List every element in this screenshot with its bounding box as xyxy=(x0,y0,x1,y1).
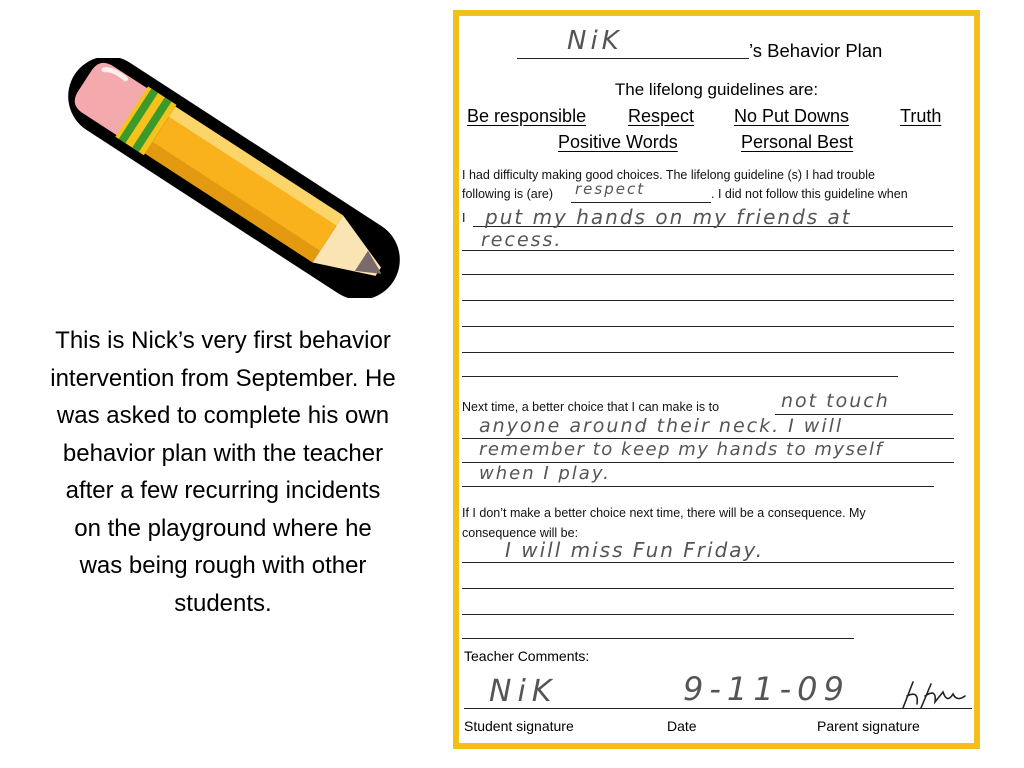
answer-line xyxy=(462,274,954,275)
guideline-answer-line xyxy=(571,202,711,203)
difficulty-text-line2-prefix: following is (are) xyxy=(462,187,554,201)
answer-line xyxy=(462,562,954,563)
name-line xyxy=(517,58,749,59)
handwritten-better-choice-line4: when I play. xyxy=(479,463,611,484)
handwritten-consequence: I will miss Fun Friday. xyxy=(505,538,765,562)
handwritten-incident-line1: put my hands on my friends at xyxy=(485,205,852,229)
handwritten-guideline: respect xyxy=(575,180,646,198)
answer-line xyxy=(462,300,954,301)
guideline-truth: Truth xyxy=(900,106,942,126)
answer-line xyxy=(462,638,854,639)
student-signature-label: Student signature xyxy=(464,718,574,734)
handwritten-better-choice-line2: anyone around their neck. I will xyxy=(479,415,844,437)
handwritten-better-choice-line3: remember to keep my hands to myself xyxy=(479,439,884,460)
guideline-no-put-downs: No Put Downs xyxy=(734,106,850,126)
teacher-comments-label: Teacher Comments: xyxy=(464,648,590,664)
answer-line xyxy=(462,614,954,615)
form-title-suffix: ’s Behavior Plan xyxy=(749,40,883,61)
guideline-be-responsible: Be responsible xyxy=(467,106,587,126)
handwritten-date: 9-11-09 xyxy=(683,670,850,708)
consequence-text-line2: consequence will be: xyxy=(462,526,579,540)
description-caption xyxy=(50,322,396,622)
date-label: Date xyxy=(667,718,697,734)
handwritten-incident-line2: recess. xyxy=(481,229,563,251)
answer-line xyxy=(462,352,954,353)
caption-text: This is Nick’s very first behavior intervention from September. He was asked to complete his own behavior plan with the teacher after a few recurring incidents on the playground where he was being rough with other students. xyxy=(50,327,396,617)
difficulty-text-line1: I had difficulty making good choices. The lifelong guideline (s) I had trouble xyxy=(462,168,875,182)
guideline-respect: Respect xyxy=(628,106,695,126)
behavior-plan-sheet xyxy=(453,10,980,749)
answer-line xyxy=(462,326,954,327)
guidelines-label: The lifelong guidelines are: xyxy=(614,80,819,99)
difficulty-text-line2-suffix: . I did not follow this guideline when xyxy=(711,187,908,201)
handwritten-name: NiK xyxy=(567,26,623,56)
pencil-illustration xyxy=(44,58,424,298)
parent-signature-scribble xyxy=(899,678,969,712)
handwritten-student-signature: NiK xyxy=(489,674,558,709)
next-time-prompt: Next time, a better choice that I can make is to xyxy=(462,400,720,414)
guideline-positive-words: Positive Words xyxy=(558,132,678,152)
parent-signature-label: Parent signature xyxy=(817,718,920,734)
answer-line xyxy=(462,588,954,589)
handwritten-better-choice-line1: not touch xyxy=(781,390,890,412)
answer-line xyxy=(462,486,934,487)
answer-line xyxy=(462,376,898,377)
difficulty-text-line3-prefix: I xyxy=(462,211,466,225)
guideline-personal-best: Personal Best xyxy=(741,132,854,152)
consequence-text-line1: If I don’t make a better choice next time, there will be a consequence. My xyxy=(462,506,866,520)
signature-line xyxy=(464,708,972,709)
